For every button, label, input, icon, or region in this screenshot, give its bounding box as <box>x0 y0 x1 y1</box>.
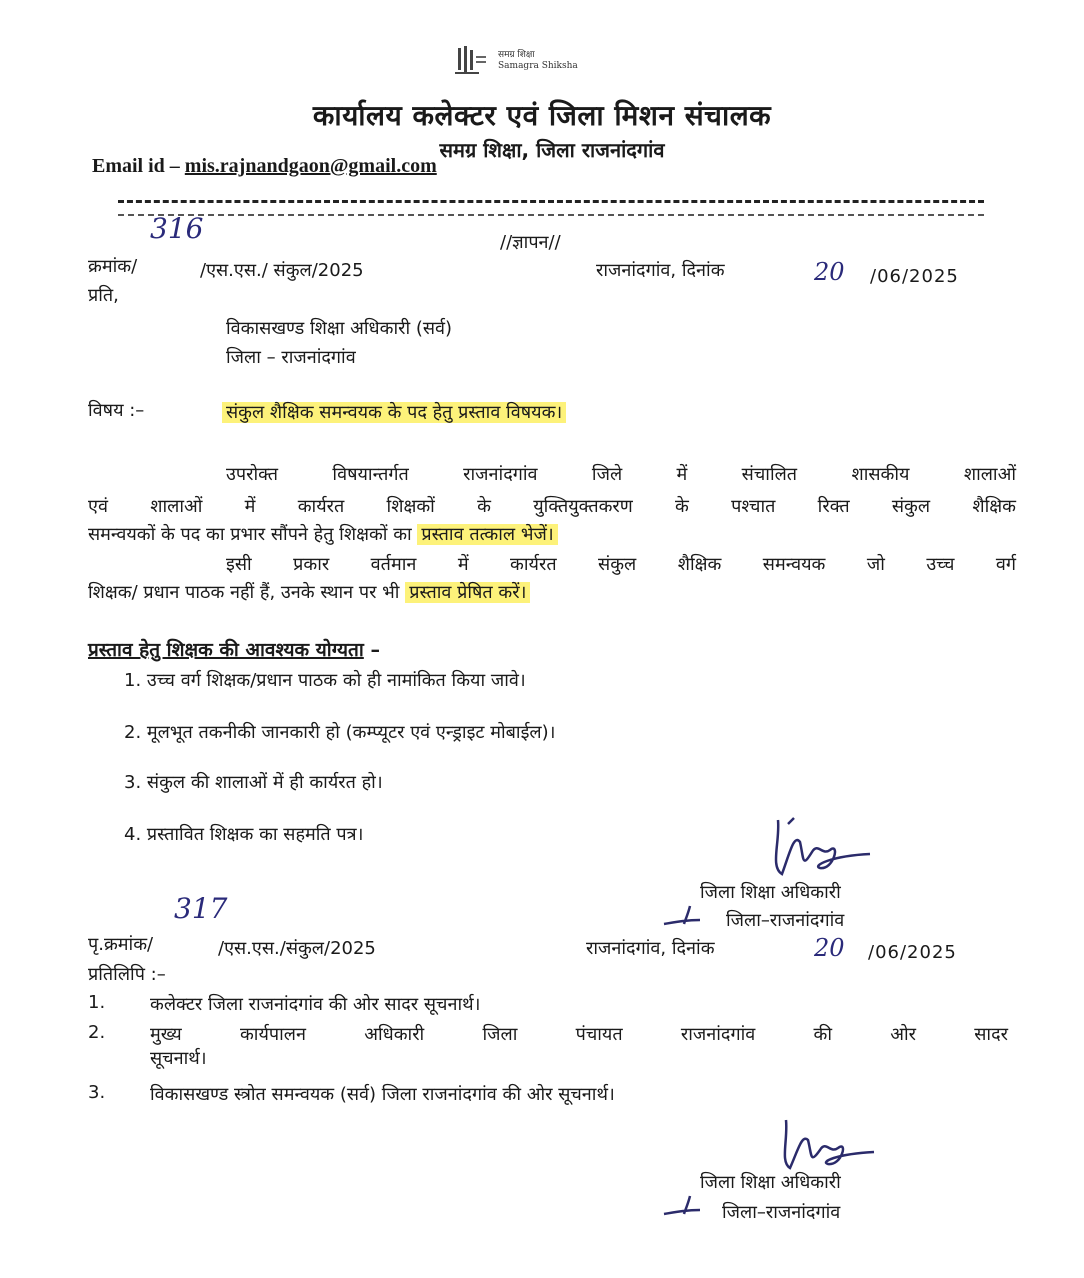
office-title: कार्यालय कलेक्टर एवं जिला मिशन संचालक <box>312 99 772 132</box>
subject-text <box>222 400 566 424</box>
email-address: mis.rajnandgaon@gmail.com <box>184 155 437 177</box>
logo-mark-icon <box>452 44 492 78</box>
copy-ref-rest: /एस.एस./संकुल/2025 <box>218 938 376 959</box>
requirements-title <box>88 636 380 662</box>
requirements-title-text: प्रस्ताव हेतु शिक्षक की आवश्यक योग्यता <box>88 639 364 661</box>
cc-item-text: विकासखण्ड स्त्रोत समन्वयक (सर्व) जिला राजनांदगांव की ओर सूचनार्थ। <box>150 1084 615 1105</box>
requirement-item: 3. संकुल की शालाओं में ही कार्यरत हो। <box>124 772 383 793</box>
signatory2-title: जिला शिक्षा अधिकारी <box>700 1172 841 1193</box>
memo-place-date: राजनांदगांव, दिनांक <box>596 260 725 281</box>
signature2-flourish-icon <box>660 1190 712 1220</box>
para2-line2 <box>88 578 530 608</box>
cc-item-number: 2. <box>88 1022 106 1043</box>
copy-date-rest: /06/2025 <box>868 942 957 963</box>
signature-flourish-icon <box>660 900 712 930</box>
to-label: प्रति, <box>88 285 119 306</box>
memo-date-day-handwritten: 20 <box>814 258 845 286</box>
signatory2-place: जिला–राजनांदगांव <box>722 1202 841 1223</box>
subject-label: विषय :– <box>88 400 145 421</box>
office-subtitle: समग्र शिक्षा, जिला राजनांदगांव <box>439 138 665 162</box>
para1-line3 <box>88 520 558 550</box>
para1-line3-highlight: प्रस्ताव तत्काल भेजें। <box>417 524 557 545</box>
copy-ref-label: पृ.क्रमांक/ <box>88 934 154 955</box>
requirement-item: 4. प्रस्तावित शिक्षक का सहमति पत्र। <box>124 824 364 845</box>
memo-heading: //ज्ञापन// <box>500 232 561 253</box>
cc-item-number: 1. <box>88 992 106 1013</box>
signatory-place: जिला–राजनांदगांव <box>726 910 845 931</box>
subject-highlight: संकुल शैक्षिक समन्वयक के पद हेतु प्रस्ताव विषयक। <box>222 402 566 423</box>
memo-ref-label: क्रमांक/ <box>88 256 138 277</box>
memo-ref-rest: /एस.एस./ संकुल/2025 <box>200 260 364 281</box>
cc-item-number: 3. <box>88 1082 106 1103</box>
recipient-line2: जिला – राजनांदगांव <box>226 347 356 368</box>
cc-label: प्रतिलिपि :– <box>88 964 166 985</box>
header-divider-2 <box>118 214 984 216</box>
para2-line2-highlight: प्रस्ताव प्रेषित करें। <box>405 582 530 603</box>
cc-item-text: मुख्य कार्यपालन अधिकारी जिला पंचायत राजनांदगांव की ओर सादर <box>150 1024 1008 1045</box>
memo-date-rest: /06/2025 <box>870 266 959 287</box>
copy-date-day-handwritten: 20 <box>814 934 845 962</box>
para1-line2: एवं शालाओं में कार्यरत शिक्षकों के युक्तियुक्तकरण के पश्चात रिक्त संकुल शैक्षिक <box>88 496 1016 517</box>
cc-item-text: कलेक्टर जिला राजनांदगांव की ओर सादर सूचनार्थ। <box>150 994 481 1015</box>
signatory-title: जिला शिक्षा अधिकारी <box>700 882 841 903</box>
requirement-item: 1. उच्च वर्ग शिक्षक/प्रधान पाठक को ही नामांकित किया जावे। <box>124 670 526 691</box>
para1-line3-text: समन्वयकों के पद का प्रभार सौंपने हेतु शिक्षकों का <box>88 524 412 545</box>
para2-line1: इसी प्रकार वर्तमान में कार्यरत संकुल शैक्षिक समन्वयक जो उच्च वर्ग <box>226 554 1016 575</box>
email-line <box>92 155 437 178</box>
recipient-line1: विकासखण्ड शिक्षा अधिकारी (सर्व) <box>226 318 453 339</box>
header-divider <box>118 200 984 203</box>
email-label: Email id – <box>92 155 180 177</box>
copy-number-handwritten: 317 <box>174 892 228 925</box>
para1-line1: उपरोक्त विषयान्तर्गत राजनांदगांव जिले में संचालित शासकीय शालाओं <box>226 464 1016 485</box>
memo-number-handwritten: 316 <box>150 212 204 245</box>
logo-line2: Samagra Shiksha <box>498 61 578 71</box>
cc-item-text-cont: सूचनार्थ। <box>150 1048 207 1069</box>
requirements-title-dash: – <box>370 639 380 661</box>
para2-line2-text: शिक्षक/ प्रधान पाठक नहीं हैं, उनके स्थान पर भी <box>88 582 400 603</box>
logo-line1: समग्र शिक्षा <box>498 50 535 60</box>
requirement-item: 2. मूलभूत तकनीकी जानकारी हो (कम्प्यूटर एवं एन्ड्राइट मोबाईल)। <box>124 722 556 743</box>
copy-place-date: राजनांदगांव, दिनांक <box>586 938 715 959</box>
samagra-shiksha-logo <box>452 44 578 78</box>
